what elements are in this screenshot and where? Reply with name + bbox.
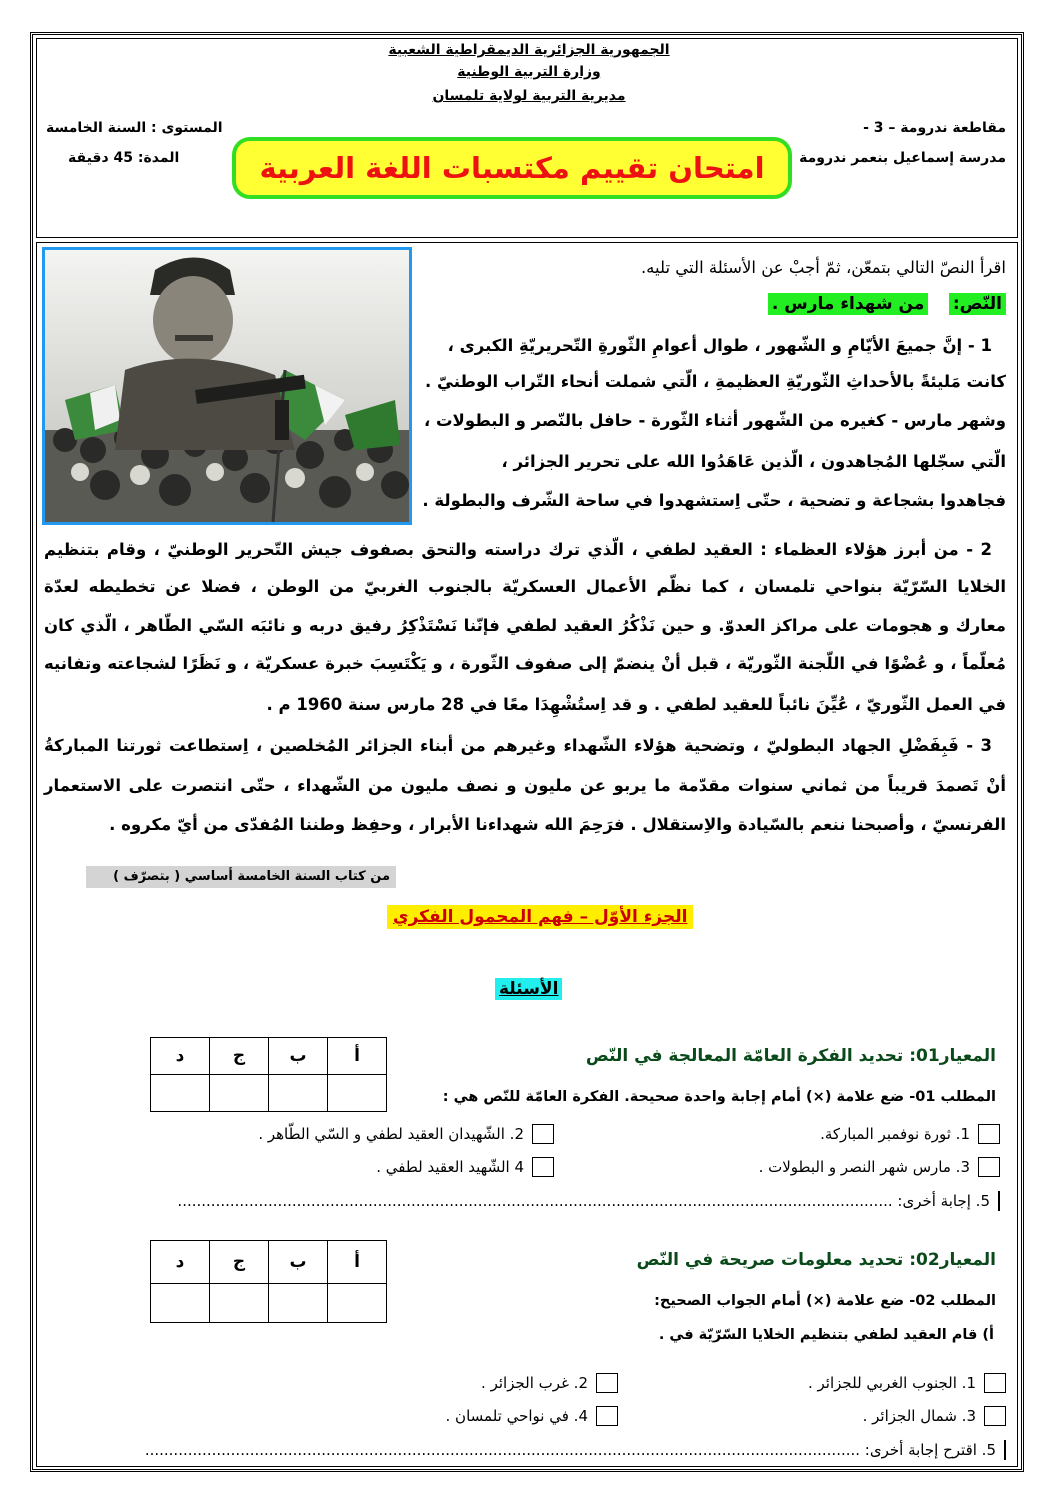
paragraph-line: معارك و هجومات على مراكز العدوّ. و حين نَذْكُرُ العقيد لطفي فإنّنا نَسْتَذْكِرُ رفيق دربه و نائبَه السّي الطّاهر ، الّذي كان	[44, 616, 1006, 635]
c2-option-4[interactable]	[446, 1406, 618, 1426]
option-label: 5. إجابة أخرى: ......................................................................................................................................................	[177, 1192, 990, 1210]
paragraph-line: 3 - فَبِفَضْلِ الجهاد البطوليّ ، وتضحية هؤلاء الشّهداء وغيرهم من أبناء الجزائر المُخلصين ، اِستطاعت ثورتنا المباركةُ	[44, 736, 992, 755]
paragraph-line: الّتي سجّلها المُجاهدون ، الّذين عَاهَدُوا الله على تحرير الجزائر ،	[501, 452, 1006, 471]
option-label: 4 الشّهيد العقيد لطفي .	[376, 1158, 524, 1176]
paragraph-line: مُعلّماً ، و عُضْوًا في اللّجنة الثّوريّة ، قبل أنْ ينضمّ إلى صفوف الثّورة ، و يَكْتَسِبَ خبرة عسكريّة ، و نَظَرًا لشجاعته وتفانيه	[44, 654, 1006, 673]
district: مقاطعة ندرومة – 3 -	[863, 120, 1006, 136]
checkbox[interactable]	[532, 1124, 554, 1144]
school-name: مدرسة إسماعيل بنعمر ندرومة	[799, 150, 1006, 166]
criterion1-title: المعيار01: تحديد الفكرة العامّة المعالجة في النّص	[585, 1046, 996, 1066]
c1-option-3[interactable]	[759, 1157, 1000, 1177]
answer-cell[interactable]	[269, 1284, 328, 1323]
criterion1-requirement: المطلب 01- ضع علامة (×) أمام إجابة واحدة صحيحة. الفكرة العامّة للنّص هي :	[442, 1089, 996, 1105]
grid-header-d: د	[151, 1038, 210, 1075]
text-title: من شهداء مارس .	[768, 293, 928, 315]
c2-option-5[interactable]	[146, 1440, 1006, 1460]
answer-cell[interactable]	[328, 1075, 387, 1112]
option-label: 1. الجنوب الغربي للجزائر .	[807, 1374, 976, 1392]
c2-option-3[interactable]	[863, 1406, 1006, 1426]
answer-grid-1	[150, 1037, 387, 1112]
c1-option-1[interactable]	[820, 1124, 1000, 1144]
answer-cell[interactable]	[328, 1284, 387, 1323]
paragraph-line: 1 - إنَّ جميعَ الأيّامِ و الشّهور ، طوال أعوامِ الثّورةِ التّحريريّةِ الكبرى ،	[447, 336, 992, 355]
paragraph-line: فجاهدوا بشجاعة و تضحية ، حتّى اِستشهدوا في ساحة الشّرف والبطولة .	[422, 491, 1006, 510]
c2-option-1[interactable]	[808, 1373, 1006, 1393]
option-label: 2. الشّهيدان العقيد لطفي و السّي الطّاهر .	[258, 1125, 524, 1143]
c1-option-4[interactable]	[376, 1157, 554, 1177]
checkbox[interactable]	[978, 1157, 1000, 1177]
level: المستوى : السنة الخامسة	[46, 120, 223, 136]
checkbox[interactable]	[984, 1373, 1006, 1393]
text-label: النّص:	[949, 293, 1006, 315]
answer-cell[interactable]	[151, 1075, 210, 1112]
checkbox[interactable]	[596, 1406, 618, 1426]
part1-title: الجزء الأوّل – فهم المحمول الفكري	[387, 905, 693, 929]
grid-header-a: أ	[328, 1038, 387, 1075]
grid-header-j: ج	[210, 1241, 269, 1284]
answer-cell[interactable]	[269, 1075, 328, 1112]
checkbox[interactable]	[596, 1373, 618, 1393]
question-a: أ) قام العقيد لطفي بتنظيم الخلايا السّرّيّة في .	[658, 1327, 994, 1343]
paragraph-line: الخلايا السّرّيّة بنواحي تلمسان ، كما نظّم الأعمال العسكريّة بالجنوب الغربيّ من الوطن ، فضلا عن تخطيطه لعدّة	[44, 577, 1006, 596]
paragraph-line: في العمل الثّوريّ ، عُيِّنَ نائباً للعقيد لطفي . و قد اِستُشْهِدَا معًا في 28 مارس سنة 1960 م .	[266, 695, 1006, 714]
option-label: 4. في نواحي تلمسان .	[445, 1407, 588, 1425]
exam-title: امتحان تقييم مكتسبات اللغة العربية	[259, 151, 765, 185]
grid-header-b: ب	[269, 1241, 328, 1284]
exam-title-box	[232, 137, 792, 199]
text-heading	[768, 294, 1006, 314]
option-label: 3. شمال الجزائر .	[862, 1407, 976, 1425]
c1-option-5[interactable]	[177, 1191, 1000, 1211]
answer-cell[interactable]	[151, 1284, 210, 1323]
instruction: اقرأ النصّ التالي بتمعّن، ثمّ أجبْ عن الأسئلة التي تليه.	[640, 258, 1006, 277]
grid-header-a: أ	[328, 1241, 387, 1284]
paragraph-line: أنْ تَصمدَ قريباً من ثماني سنوات مقدّمة ما يربو عن مليون و نصف مليون من الشّهداء ، حتّى انتصرت على الاستعمار	[44, 776, 1006, 795]
option-label: 1. ثورة نوفمبر المباركة.	[820, 1125, 970, 1143]
answer-cell[interactable]	[210, 1284, 269, 1323]
criterion2-title: المعيار02: تحديد معلومات صريحة في النّص	[636, 1250, 996, 1270]
republic-name: الجمهورية الجزائرية الديمقراطية الشعبية	[388, 42, 670, 58]
checkbox[interactable]	[1004, 1440, 1006, 1460]
checkbox[interactable]	[532, 1157, 554, 1177]
paragraph-line: الفرنسيّ ، وأصبحنا ننعم بالسّيادة والاِستقلال . فرَحِمَ الله شهداءنا الأبرار ، وحفِظ وطننا المُفدّى من أيّ مكروه .	[109, 815, 1006, 834]
answer-grid-2	[150, 1240, 387, 1323]
paragraph-line: وشهر مارس - كغيره من الشّهور أثناء الثّورة - حافل بالنّصر و البطولات ،	[423, 411, 1006, 430]
c2-option-2[interactable]	[481, 1373, 618, 1393]
option-label: 3. مارس شهر النصر و البطولات .	[758, 1158, 970, 1176]
grid-header-b: ب	[269, 1038, 328, 1075]
source-citation: من كتاب السنة الخامسة أساسي ( بتصرّف )	[86, 866, 396, 888]
directorate-name: مديرية التربية لولاية تلمسان	[432, 88, 626, 104]
revolution-photo-icon	[42, 247, 412, 525]
checkbox[interactable]	[984, 1406, 1006, 1426]
paragraph-line: كانت مَليئةً بالأحداثِ الثّوريّةِ العظيمةِ ، الّتي شملت أنحاء التّراب الوطنيّ .	[424, 372, 1006, 391]
checkbox[interactable]	[998, 1191, 1000, 1211]
paragraph-line: 2 - من أبرز هؤلاء العظماء : العقيد لطفي ، الّذي ترك دراسته والتحق بصفوف جيش التّحرير الوطنيّ ، وقام بتنظيم	[44, 540, 992, 559]
option-label: 5. اقترح إجابة أخرى: ......................................................................................................................................................	[144, 1441, 996, 1459]
c1-option-2[interactable]	[258, 1124, 554, 1144]
option-label: 2. غرب الجزائر .	[481, 1374, 588, 1392]
ministry-name: وزارة التربية الوطنية	[457, 64, 601, 80]
answer-cell[interactable]	[210, 1075, 269, 1112]
criterion2-requirement: المطلب 02- ضع علامة (×) أمام الجواب الصحيح:	[654, 1293, 996, 1309]
grid-header-j: ج	[210, 1038, 269, 1075]
grid-header-d: د	[151, 1241, 210, 1284]
checkbox[interactable]	[978, 1124, 1000, 1144]
questions-title: الأسئلة	[495, 978, 562, 1000]
duration: المدة: 45 دقيقة	[68, 150, 180, 166]
